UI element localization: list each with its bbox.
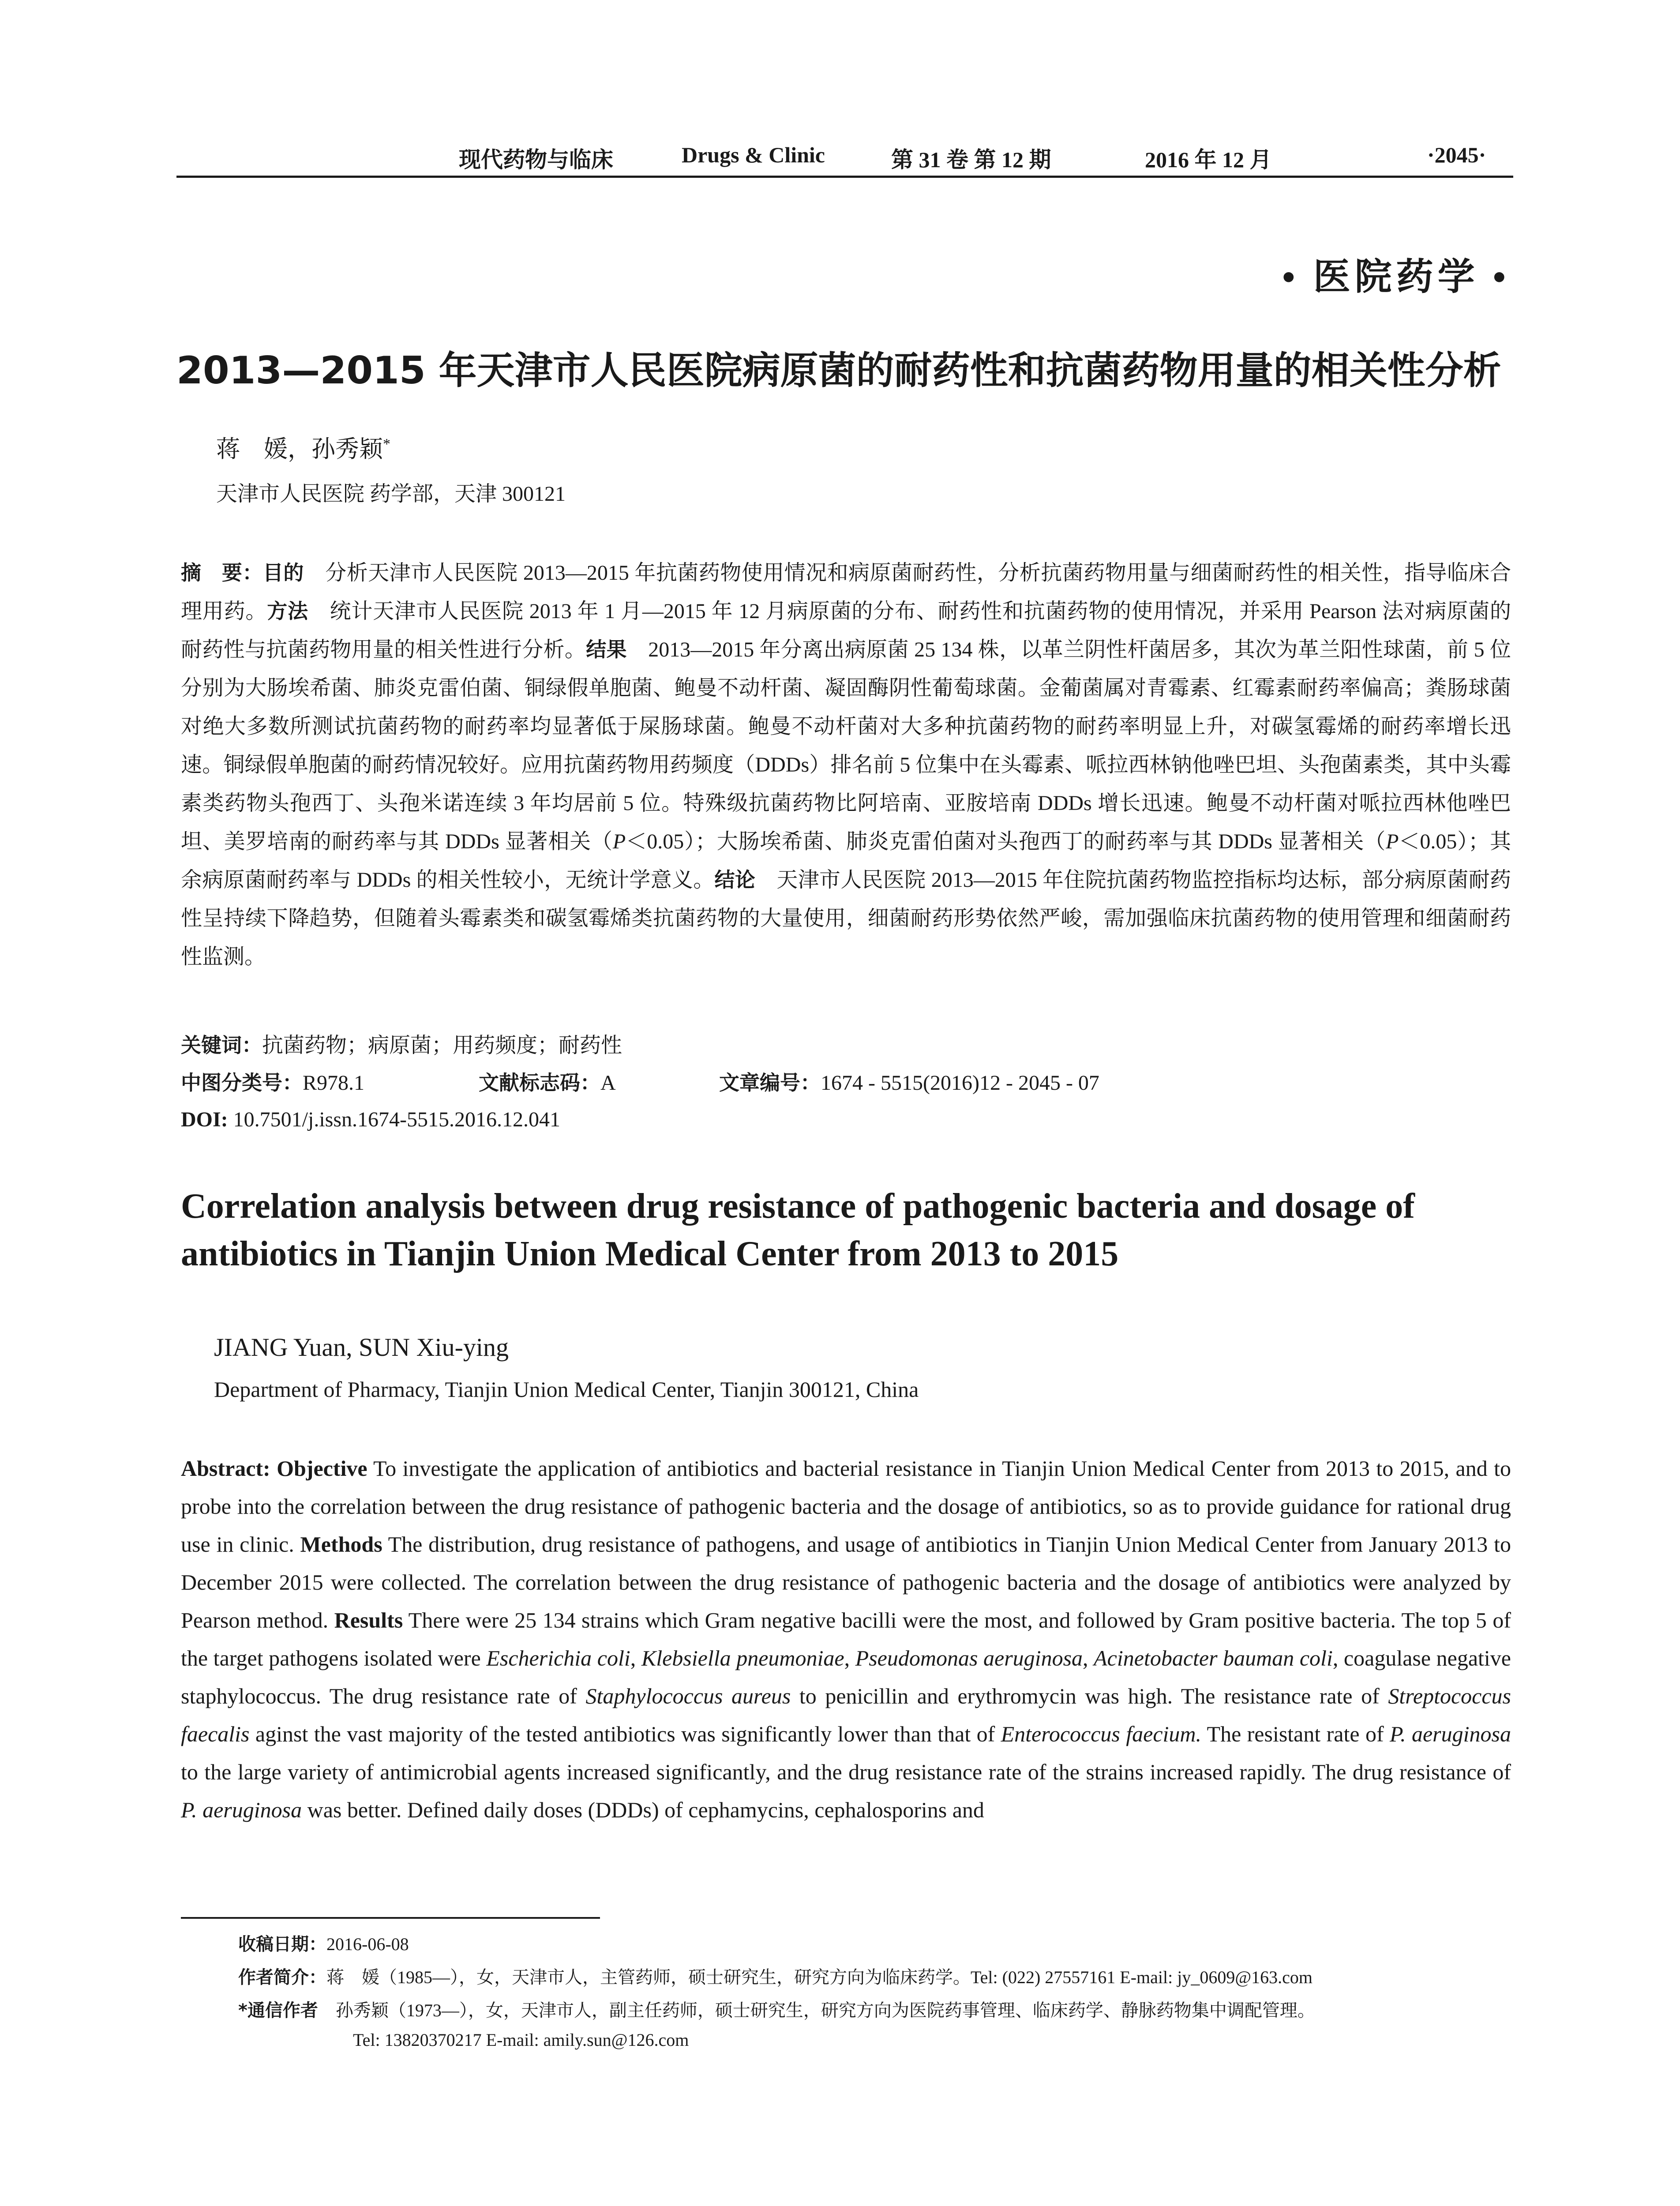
journal-name-en: Drugs & Clinic: [682, 143, 825, 167]
doi-value: 10.7501/j.issn.1674-5515.2016.12.041: [228, 1108, 561, 1131]
article-number-value: 1674 - 5515(2016)12 - 2045 - 07: [821, 1071, 1099, 1095]
results-label-cn: 结果: [586, 638, 627, 661]
classification-line: [181, 1067, 1504, 1098]
results-en-2: , coagulase negative staphylococcus. The drug resistance rate of: [181, 1646, 1511, 1708]
abstract-cn: [181, 554, 1511, 976]
p-value-symbol: P: [1386, 830, 1399, 853]
document-code-value: A: [600, 1071, 616, 1095]
abstract-en-label: Abstract:: [181, 1456, 270, 1481]
separator: ,: [844, 1646, 855, 1670]
clc-value: R978.1: [303, 1071, 365, 1095]
title-en: Correlation analysis between drug resistance of pathogenic bacteria and dosage of antibiotics in Tianjin Union Medical Center from 2013 to 2015: [181, 1187, 1415, 1273]
bio-label: 作者简介：: [238, 1967, 326, 1988]
clc-label: 中图分类号：: [181, 1071, 303, 1095]
affiliation-cn: 天津市人民医院 药学部，天津 300121: [216, 482, 566, 506]
results-cn-1: 2013—2015 年分离出病原菌 25 134 株，以革兰阴性杆菌居多，其次为革兰阳性球菌，前 5 位分别为大肠埃希菌、肺炎克雷伯菌、铜绿假单胞菌、鲍曼不动杆菌、凝固酶阴性葡萄球菌。金葡菌属对青霉素、红霉素耐药率偏高；粪肠球菌对绝大多数所测试抗菌药物的耐药率均显著低于屎肠球菌。鲍曼不动杆菌对大多种抗菌药物的耐药率明显上升，对碳氢霉烯的耐药率增长迅速。铜绿假单胞菌的耐药情况较好。应用抗菌药物用药频度（DDDs）排名前 5 位集中在头霉素、哌拉西林钠他唑巴坦、头孢菌素类，其中头霉素类药物头孢西丁、头孢米诺连续 3 年均居前 5 位。特殊级抗菌药物比阿培南、亚胺培南 DDDs 增长迅速。鲍曼不动杆菌对哌拉西林他唑巴坦、美罗培南的耐药率与其 DDDs 显著相关（: [181, 638, 1511, 853]
corresponding-mark: *: [383, 436, 390, 452]
results-en-4: aginst the vast majority of the tested antibiotics was significantly lower than that of: [249, 1722, 1001, 1746]
p-value-symbol: P: [612, 830, 626, 853]
separator: ,: [1083, 1646, 1094, 1670]
authors-cn: [216, 430, 390, 464]
authors-en: JIANG Yuan, SUN Xiu-ying: [214, 1333, 509, 1362]
footnote-corresponding: [238, 1996, 1315, 2022]
abstract-en: [181, 1449, 1511, 1829]
results-en-5: The resistant rate of: [1201, 1722, 1390, 1746]
objective-en: To investigate the application of antibiotics and bacterial resistance in Tianjin Union Medical Center from 2013 to 2015, and to probe into the correlation between the drug resistance of pathogenic bacteria and the dosage of antibiotics, so as to provide guidance for rational drug use in clinic.: [181, 1456, 1511, 1557]
species-name: Pseudomonas aeruginosa: [855, 1646, 1083, 1670]
keywords-line: [181, 1028, 622, 1058]
received-label: 收稿日期：: [238, 1934, 326, 1955]
results-cn-3: ＜0.05）；其余病原菌耐药率与 DDDs 的相关性较小，无统计学意义。: [181, 830, 1511, 892]
methods-label-cn: 方法: [267, 599, 308, 623]
footnote-corresponding-contact: Tel: 13820370217 E-mail: amily.sun@126.com: [353, 2030, 689, 2050]
species-name: Streptococcus faecalis: [181, 1684, 1511, 1746]
separator: ,: [630, 1646, 641, 1670]
species-name: P. aeruginosa: [181, 1797, 302, 1822]
species-name: Staphylococcus aureus: [585, 1684, 791, 1708]
objective-label-cn: 目的: [262, 561, 304, 585]
doi-label: DOI:: [181, 1108, 228, 1131]
conclusion-label-cn: 结论: [714, 868, 756, 892]
results-label-en: Results: [334, 1608, 403, 1632]
affiliation-en: Department of Pharmacy, Tianjin Union Medical Center, Tianjin 300121, China: [214, 1377, 919, 1402]
methods-label-en: Methods: [300, 1532, 382, 1557]
footnote-rule: [181, 1917, 600, 1919]
results-cn-2: ＜0.05）；大肠埃希菌、肺炎克雷伯菌对头孢西丁的耐药率与其 DDDs 显著相关（: [626, 830, 1386, 853]
clc-code: [181, 1067, 364, 1096]
section-tag: • 医院药学 •: [1282, 257, 1510, 298]
keywords-label: 关键词：: [181, 1033, 262, 1057]
bio-text: 蒋 媛（1985—），女，天津市人，主管药师，硕士研究生，研究方向为临床药学。Tel: (022) 27557161 E-mail: jy_0609@163.com: [326, 1967, 1313, 1987]
species-name: Escherichia coli: [486, 1646, 630, 1670]
running-header: [0, 142, 1680, 173]
document-code-label: 文献标志码：: [479, 1071, 600, 1095]
volume-issue: 第 31 卷 第 12 期: [891, 147, 1051, 172]
species-name: Enterococcus faecium.: [1001, 1722, 1202, 1746]
results-en-1: There were 25 134 strains which Gram negative bacilli were the most, and followed by Gram positive bacteria. The top 5 of the target pathogens isolated were: [181, 1608, 1511, 1670]
article-number: [719, 1067, 1099, 1096]
title-cn: 2013—2015 年天津市人民医院病原菌的耐药性和抗菌药物用量的相关性分析: [176, 349, 1501, 393]
results-en-7: was better. Defined daily doses (DDDs) of cephamycins, cephalosporins and: [302, 1797, 984, 1822]
page-number: ·2045·: [1427, 143, 1486, 167]
objective-label-en: Objective: [270, 1456, 368, 1481]
corresponding-label: *通信作者: [238, 2000, 318, 2021]
footnote-author-bio: [238, 1963, 1312, 1988]
keywords-value: 抗菌药物；病原菌；用药频度；耐药性: [262, 1034, 622, 1057]
species-name: Klebsiella pneumoniae: [641, 1646, 844, 1670]
document-code: [479, 1067, 616, 1096]
article-number-label: 文章编号：: [719, 1071, 821, 1095]
species-name: P. aeruginosa: [1389, 1722, 1511, 1746]
corresponding-text: 孙秀颖（1973—），女，天津市人，副主任药师，硕士研究生，研究方向为医院药事管理、临床药学、静脉药物集中调配管理。: [318, 2000, 1315, 2020]
abstract-cn-label: 摘 要：: [181, 561, 263, 585]
received-date: 2016-06-08: [326, 1934, 409, 1954]
issue-date: 2016 年 12 月: [1145, 147, 1272, 172]
results-en-3: to penicillin and erythromycin was high. The resistance rate of: [791, 1684, 1388, 1708]
objective-cn: 分析天津市人民医院 2013—2015 年抗菌药物使用情况和病原菌耐药性，分析抗菌药物用量与细菌耐药性的相关性，指导临床合理用药。: [181, 561, 1511, 623]
footnote-received: [238, 1930, 409, 1955]
species-name: Acinetobacter bauman coli: [1094, 1646, 1333, 1670]
header-rule: [176, 176, 1513, 178]
methods-cn: 统计天津市人民医院 2013 年 1 月—2015 年 12 月病原菌的分布、耐药性和抗菌药物的使用情况，并采用 Pearson 法对病原菌的耐药性与抗菌药物用量的相关性进行分析。: [181, 600, 1511, 661]
methods-en: The distribution, drug resistance of pathogens, and usage of antibiotics in Tianjin Union Medical Center from January 2013 to December 2015 were collected. The correlation between the drug resistance of pathogenic bacteria and the dosage of antibiotics were analyzed by Pearson method.: [181, 1532, 1511, 1632]
conclusion-cn: 天津市人民医院 2013—2015 年住院抗菌药物监控指标均达标，部分病原菌耐药性呈持续下降趋势，但随着头霉素类和碳氢霉烯类抗菌药物的大量使用，细菌耐药形势依然严峻，需加强临床抗菌药物的使用管理和细菌耐药性监测。: [181, 868, 1511, 968]
journal-name-cn: 现代药物与临床: [459, 147, 613, 172]
results-en-6: to the large variety of antimicrobial agents increased significantly, and the drug resistance rate of the strains increased rapidly. The drug resistance of: [181, 1760, 1511, 1784]
doi-line: [181, 1107, 560, 1132]
author-names-cn: 蒋 媛，孙秀颖: [216, 436, 383, 462]
